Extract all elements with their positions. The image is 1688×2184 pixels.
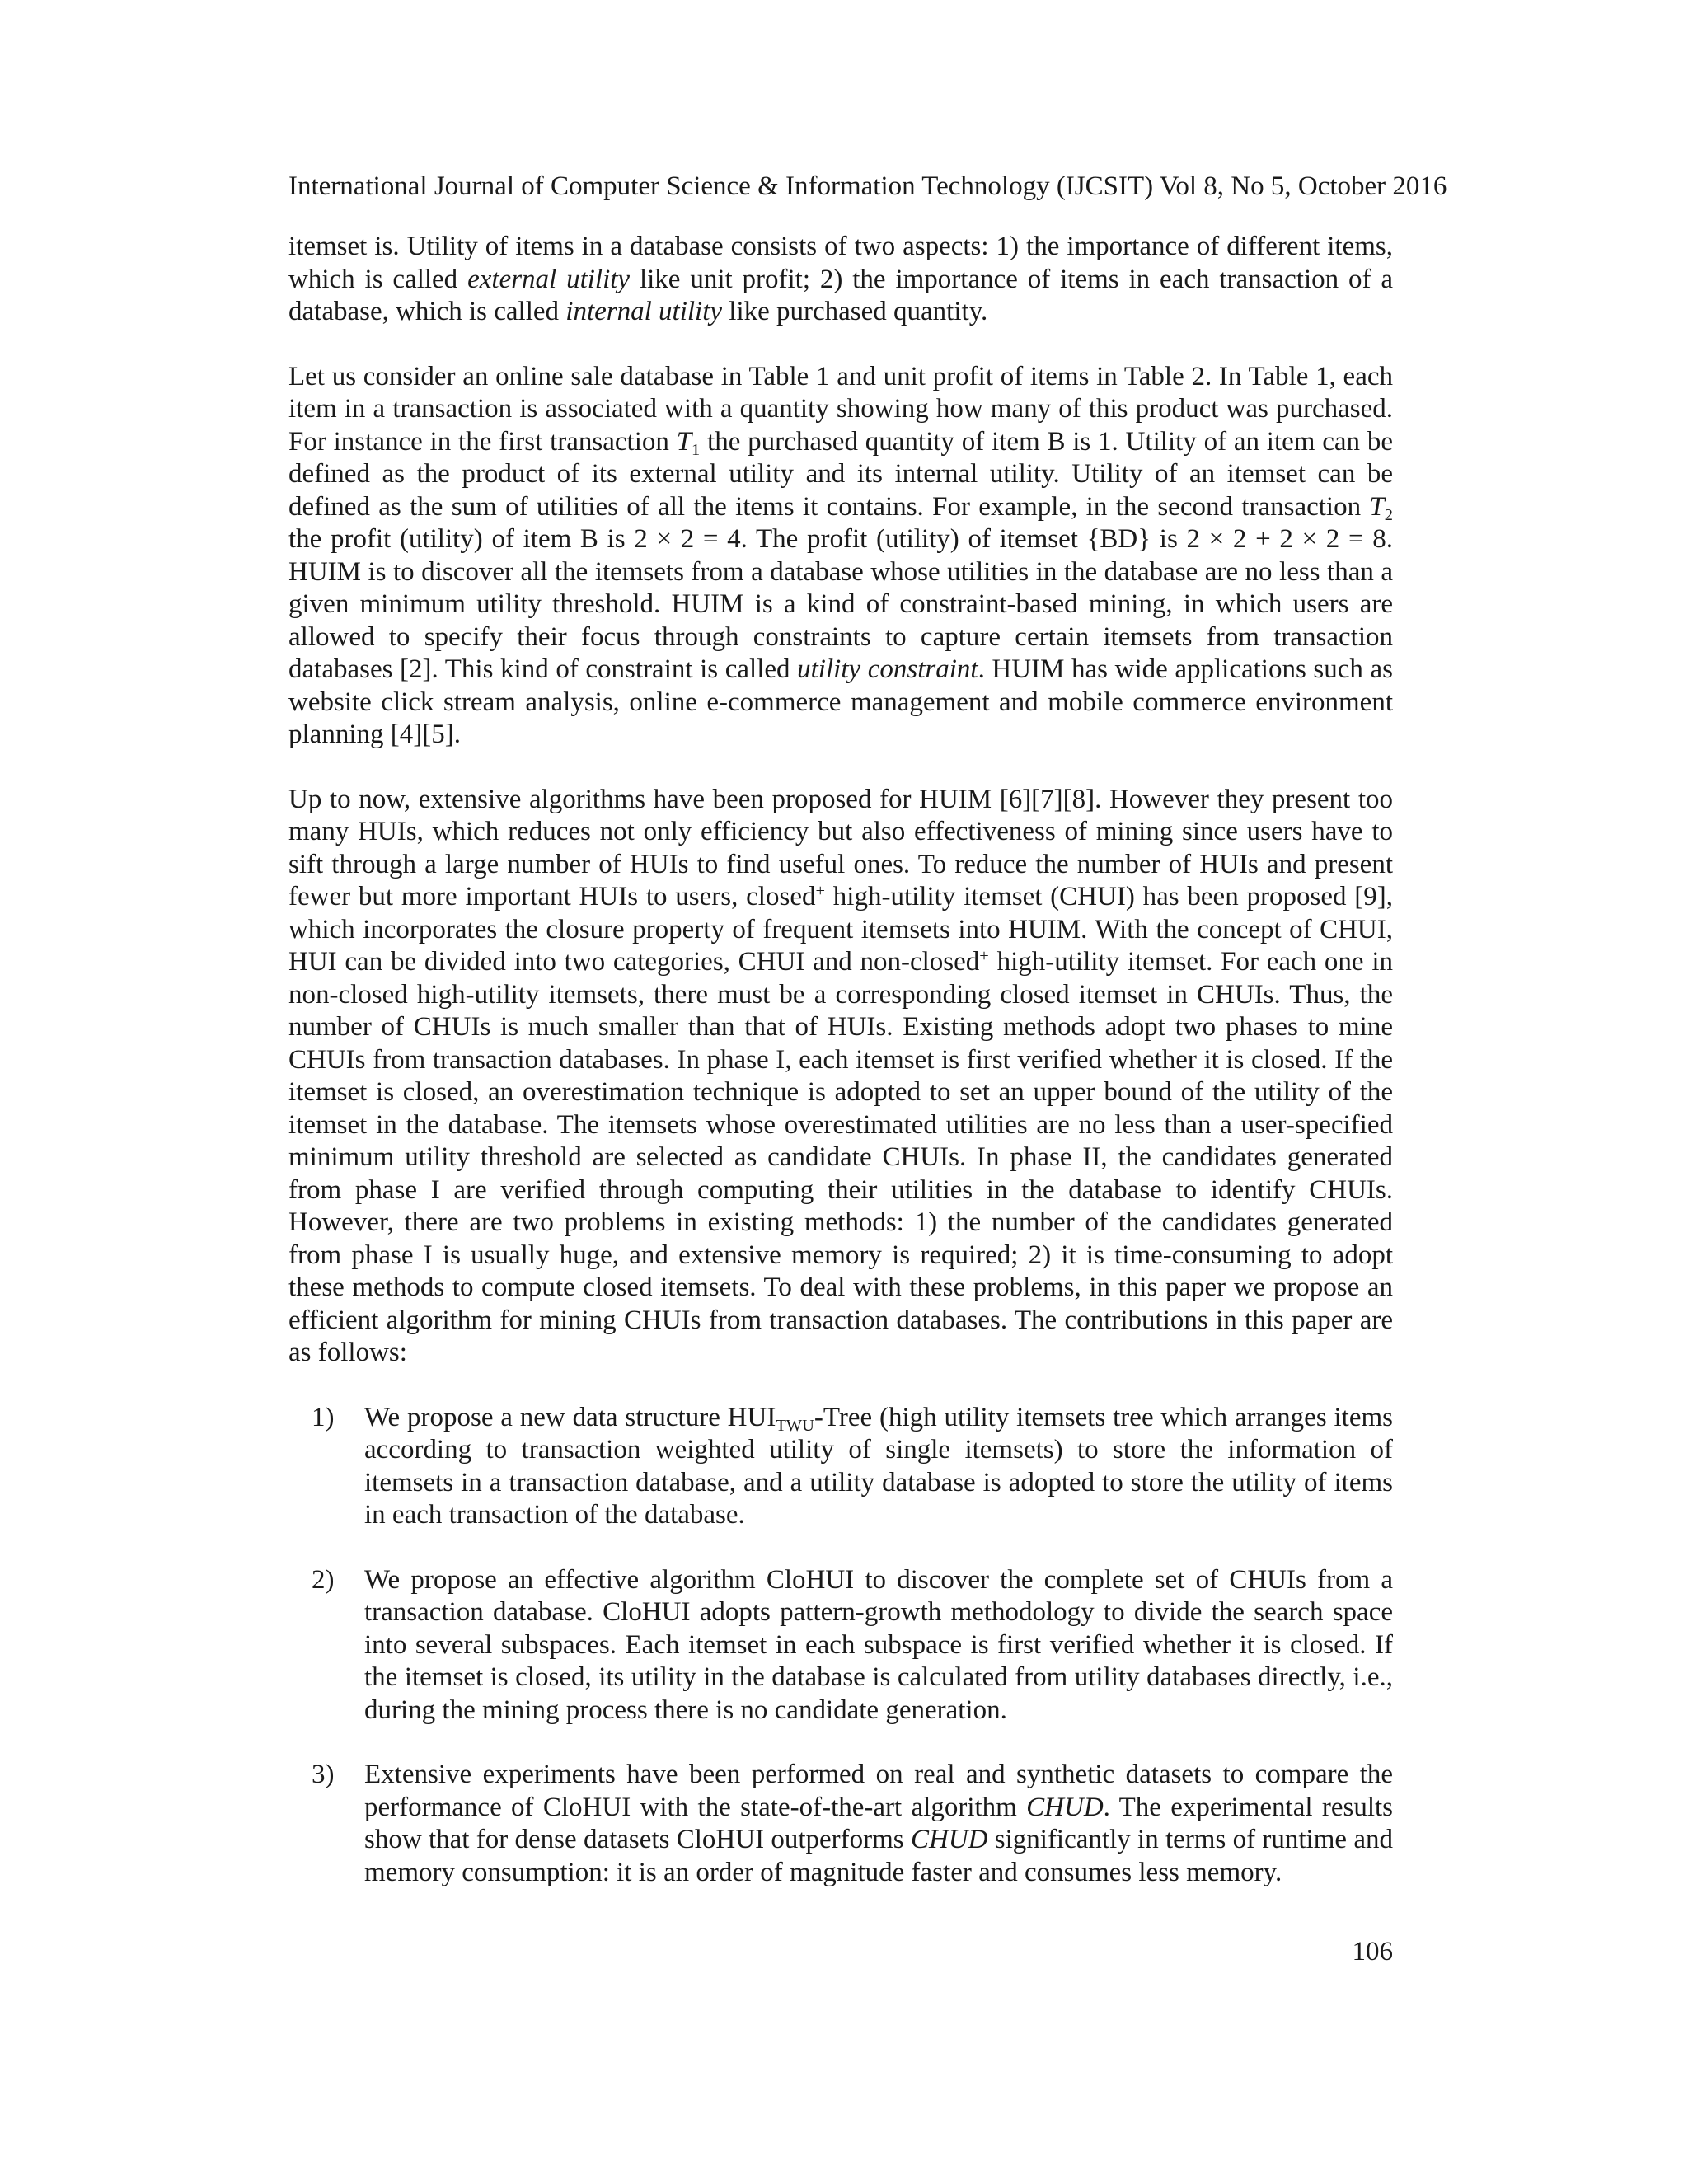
list-item <box>288 1564 1393 1727</box>
text-span: Let us consider an online sale database in Table 1 and unit profit of items in Table 2. In Table 1, each item in a transaction is associated with a quantity showing how many of this product was purchased. For instance in the first transaction <box>288 361 1393 457</box>
text-span: like unit profit; 2) the importance of items in each transaction of a database, which is called <box>288 264 1394 326</box>
text-span: itemset is. Utility of items in a database consists of two aspects: 1) the importance of different items, which is called <box>288 232 1393 294</box>
paragraph-chui-motivation <box>288 784 1393 1370</box>
list-number: 2) <box>312 1564 335 1595</box>
superscript: + <box>979 946 989 965</box>
text-span: high-utility itemset (CHUI) has been proposed [9], which incorporates the closure property of frequent itemsets into HUIM. With the concept of CHUI, HUI can be divided into two categories, CHUI and non-closed <box>288 882 1393 977</box>
text-span: significantly in terms of runtime and memory consumption: it is an order of magnitude faster and consumes less memory. <box>364 1825 1393 1887</box>
text-span: We propose a new data structure HUI <box>364 1402 776 1432</box>
list-item-text: We propose an effective algorithm CloHUI to discover the complete set of CHUIs from a transaction database. CloHUI adopts pattern-growth methodology to divide the search space into several subspaces. Each itemset in each subspace is first verified whether it is closed. If the itemset is closed, its utility in the database is calculated from utility databases directly, i.e., during the mining process there is no candidate generation. <box>364 1564 1393 1725</box>
list-number: 1) <box>312 1402 335 1432</box>
list-item-text <box>364 1402 1393 1532</box>
body-text <box>288 231 1393 1921</box>
text-span: . The experimental results show that for dense datasets CloHUI outperforms <box>364 1792 1394 1854</box>
text-span: like purchased quantity. <box>722 297 988 326</box>
paragraph-utility-aspects <box>288 231 1393 329</box>
text-span: the purchased quantity of item B is 1. Utility of an item can be defined as the product of its external utility and its internal utility. Utility of an itemset can be defined as the sum of utilities of all the items it contains. For example, in the second transaction <box>288 426 1394 522</box>
text-span: -Tree (high utility itemsets tree which arranges items according to transaction weighted utility of single itemsets) to store the information of itemsets in a transaction database, and a utility database is adopted to store the utility of items in each transaction of the database. <box>364 1402 1393 1530</box>
running-header: International Journal of Computer Science & Information Technology (IJCSIT) Vol 8, No 5, October 2016 <box>288 171 1447 201</box>
superscript: + <box>815 881 825 900</box>
list-item <box>288 1402 1393 1532</box>
subscript: 1 <box>692 440 701 459</box>
text-span: Extensive experiments have been performed on real and synthetic datasets to compare the performance of CloHUI with the state-of-the-art algorithm <box>364 1760 1393 1822</box>
term-internal-utility: internal utility <box>565 297 723 326</box>
symbol-transaction: T <box>1369 491 1385 522</box>
page-number: 106 <box>1352 1937 1393 1966</box>
subscript: TWU <box>776 1416 814 1435</box>
text-span: the profit (utility) of item B is 2 × 2 = 4. The profit (utility) of itemset {BD} is 2 × 2 + 2 × 2 = 8. HUIM is to discover all the itemsets from a database whose utilities in the database are no less than a given minimum utility threshold. HUIM is a kind of constraint-based mining, in which users are allowed to specify their focus through constraints to capture certain itemsets from transaction databases [2]. This kind of constraint is called <box>288 524 1393 684</box>
list-item <box>288 1759 1393 1889</box>
list-number: 3) <box>312 1760 335 1789</box>
term-chud: CHUD <box>910 1825 988 1854</box>
term-utility-constraint: utility constraint <box>797 654 978 684</box>
text-span: . HUIM has wide applications such as website click stream analysis, online e-commerce management and mobile commerce environment planning [4][5]. <box>288 654 1394 749</box>
term-chud: CHUD <box>1026 1792 1104 1822</box>
list-item-text <box>364 1759 1393 1889</box>
symbol-transaction: T <box>676 426 692 457</box>
contributions-list <box>288 1402 1393 1890</box>
text-span: Up to now, extensive algorithms have been proposed for HUIM [6][7][8]. However they present too many HUIs, which reduces not only efficiency but also effectiveness of mining since users have to sift through a large number of HUIs to find useful ones. To reduce the number of HUIs and present fewer but more important HUIs to users, closed <box>288 784 1393 912</box>
subscript: 2 <box>1384 505 1393 524</box>
paragraph-online-sale-example <box>288 361 1393 752</box>
term-external-utility: external utility <box>467 264 631 294</box>
text-span: high-utility itemset. For each one in non-closed high-utility itemsets, there must be a corresponding closed itemset in CHUIs. Thus, the number of CHUIs is much smaller than that of HUIs. Existing methods adopt two phases to mine CHUIs from transaction databases. In phase I, each itemset is first verified whether it is closed. If the itemset is closed, an overestimation technique is adopted to set an upper bound of the utility of the itemset in the database. The itemsets whose overestimated utilities are no less than a user-specified minimum utility threshold are selected as candidate CHUIs. In phase II, the candidates generated from phase I are verified through computing their utilities in the database to identify CHUIs. However, there are two problems in existing methods: 1) the number of the candidates generated from phase I is usually huge, and extensive memory is required; 2) it is time-consuming to adopt these methods to compute closed itemsets. To deal with these problems, in this paper we propose an efficient algorithm for mining CHUIs from transaction databases. The contributions in this paper are as follows: <box>288 947 1393 1367</box>
